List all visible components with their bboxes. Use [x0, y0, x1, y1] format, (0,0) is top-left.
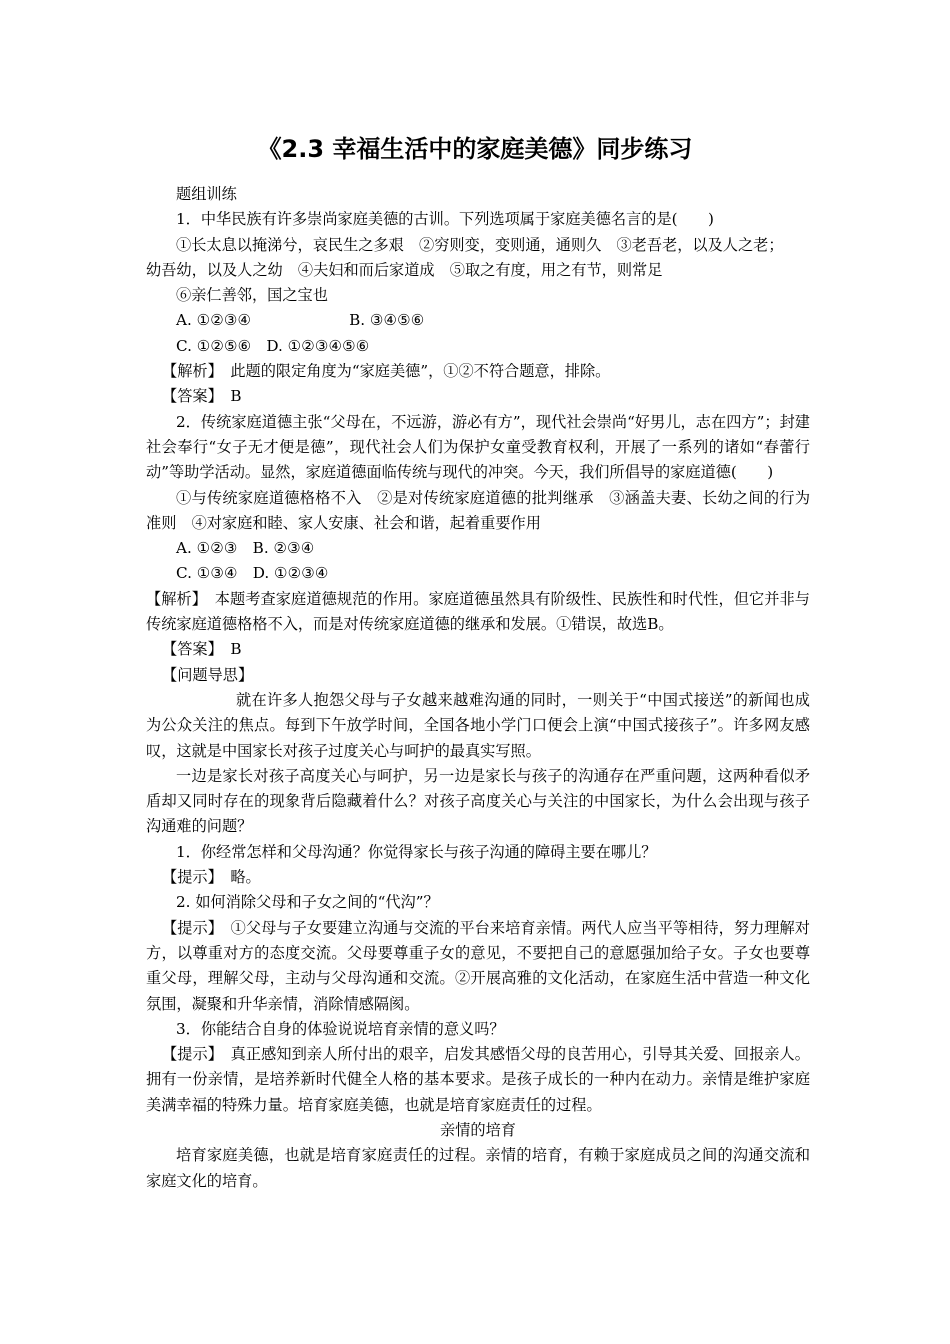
- q1-analysis: 【解析】 此题的限定角度为“家庭美德”，①②不符合题意，排除。: [162, 362, 611, 381]
- guide-hint-2: 【提示】 ①父母与子女要建立沟通与交流的平台来培育亲情。两代人应当平等相待，努力理解对方，以尊重对方的态度交流。父母要尊重子女的意见，不要把自己的意愿强加给子女。子女也要尊重父母，理解父母，主动与父母沟通和交流。②开展高雅的文化活动，在家庭生活中营造一种文化氛围，凝聚和升华亲情，消除情感隔阂。: [146, 918, 810, 1013]
- document-body: [146, 182, 810, 1194]
- q1-items-line1: ①长太息以掩涕兮，哀民生之多艰 ②穷则变，变则通，通则久 ③老吾老，以及人之老；: [176, 235, 784, 254]
- q1-items-line2: 幼吾幼，以及人之幼 ④夫妇和而后家道成 ⑤取之有度，用之有节，则常足: [146, 260, 663, 279]
- q2-analysis: 【解析】 本题考查家庭道德规范的作用。家庭道德虽然具有阶级性、民族性和时代性，但它并非与传统家庭道德格格不入，而是对传统家庭道德的继承和发展。①错误，故选B。: [146, 589, 810, 634]
- q2-options-ab: A. ①②③ B. ②③④: [176, 539, 315, 558]
- q1-option-b: B. ③④⑤⑥: [349, 311, 425, 330]
- q1-stem: 1．中华民族有许多崇尚家庭美德的古训。下列选项属于家庭美德名言的是( ): [176, 210, 714, 229]
- guide-hint-3: 【提示】 真正感知到亲人所付出的艰辛，启发其感悟父母的良苦用心，引导其关爱、回报亲人。拥有一份亲情，是培养新时代健全人格的基本要求。是孩子成长的一种内在动力。亲情是维护家庭美满幸福的特殊力量。培育家庭美德，也就是培育家庭责任的过程。: [146, 1045, 810, 1114]
- guide-paragraph-2: 一边是家长对孩子高度关心与呵护，另一边是家长与孩子的沟通存在严重问题，这两种看似矛盾却又同时存在的现象背后隐藏着什么？对孩子高度关心与关注的中国家长，为什么会出现与孩子沟通难的问题？: [146, 766, 810, 836]
- document-title: 《2.3 幸福生活中的家庭美德》同步练习: [257, 135, 693, 163]
- q1-options-ab: [146, 308, 810, 333]
- guide-question-1: 1．你经常怎样和父母沟通？你觉得家长与孩子沟通的障碍主要在哪儿？: [176, 842, 657, 861]
- q2-options-cd: C. ①③④ D. ①②③④: [176, 564, 329, 583]
- q2-answer: 【答案】 B: [162, 640, 242, 659]
- section2-heading: 亲情的培育: [440, 1120, 516, 1139]
- guide-question-3: 3．你能结合自身的体验说说培育亲情的意义吗？: [176, 1019, 505, 1038]
- guide-heading: 【问题导思】: [162, 665, 254, 684]
- q2-items: ①与传统家庭道德格格不入 ②是对传统家庭道德的批判继承 ③涵盖夫妻、长幼之间的行为准则 ④对家庭和睦、家人安康、社会和谐，起着重要作用: [146, 488, 810, 532]
- guide-question-2: 2. 如何消除父母和子女之间的“代沟”？: [176, 893, 439, 912]
- guide-hint-1: 【提示】 略。: [162, 868, 261, 887]
- q1-answer: 【答案】 B: [162, 387, 242, 406]
- section-label: 题组训练: [176, 185, 237, 203]
- q1-items-line3: ⑥亲仁善邻，国之宝也: [176, 286, 328, 305]
- q2-stem: 2．传统家庭道德主张“父母在，不远游，游必有方”，现代社会崇尚“好男儿，志在四方”；封建社会奉行“女子无才便是德”，现代社会人们为保护女童受教育权利，开展了一系列的诸如“春蕾行动”等助学活动。显然，家庭道德面临传统与现代的冲突。今天，我们所倡导的家庭道德( ): [146, 412, 810, 482]
- guide-paragraph-1: 就在许多人抱怨父母与子女越来越难沟通的同时，一则关于“中国式接送”的新闻也成为公众关注的焦点。每到下午放学时间，全国各地小学门口便会上演“中国式接孩子”。许多网友感叹，这就是中国家长对孩子过度关心与呵护的最真实写照。: [146, 690, 810, 760]
- q1-option-a: A. ①②③④: [176, 311, 252, 330]
- section2-paragraph: 培育家庭美德，也就是培育家庭责任的过程。亲情的培育，有赖于家庭成员之间的沟通交流和家庭文化的培育。: [146, 1146, 810, 1190]
- q1-options-cd: C. ①②⑤⑥ D. ①②③④⑤⑥: [176, 336, 370, 355]
